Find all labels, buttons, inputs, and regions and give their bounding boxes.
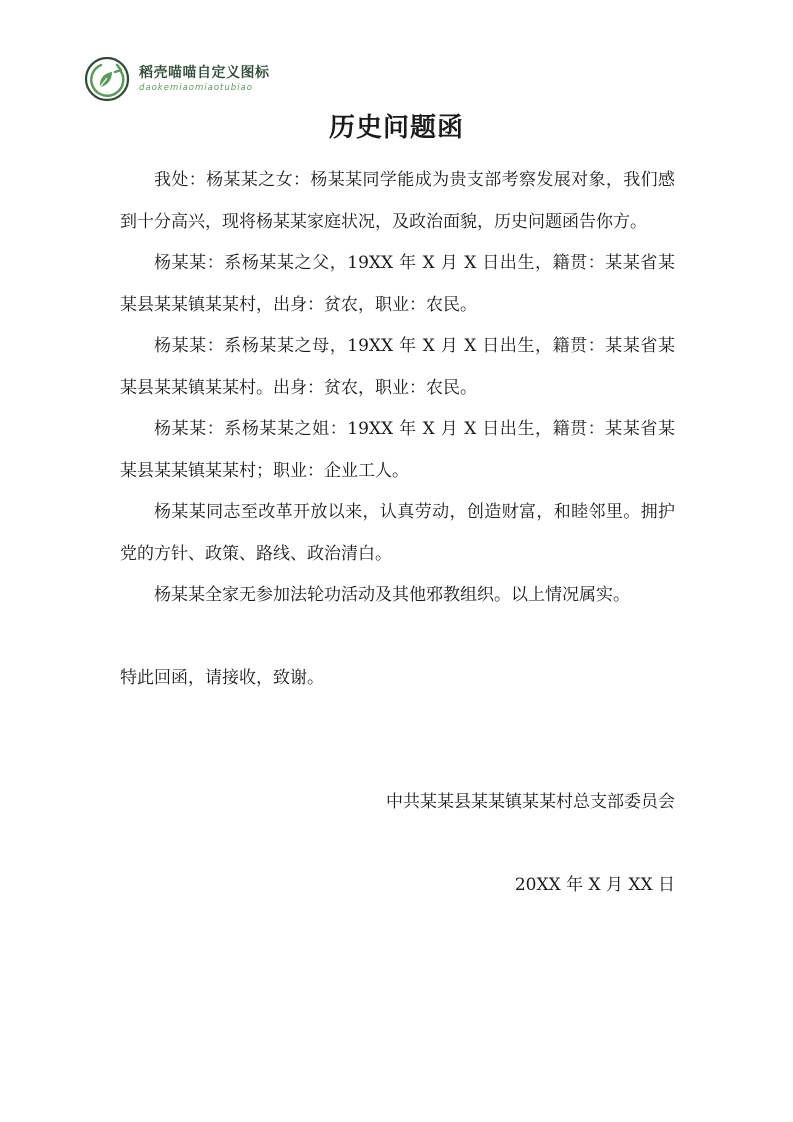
paragraph-mother: 杨某某：系杨某某之母，19XX 年 X 月 X 日出生，籍贯：某某省某某县某某镇某某村。出身：贫农，职业：农民。	[120, 336, 675, 398]
signature-organization: 中共某某县某某镇某某村总支部委员会	[386, 792, 675, 812]
paragraph-father: 杨某某：系杨某某之父，19XX 年 X 月 X 日出生，籍贯：某某省某某县某某镇某某村，出身：贫农，职业：农民。	[120, 253, 675, 315]
document-title: 历史问题函	[328, 113, 464, 143]
signature-date: 20XX 年 X 月 XX 日	[514, 875, 675, 895]
leaf-logo-icon	[83, 55, 131, 103]
logo-name: 稻壳喵喵自定义图标	[139, 65, 270, 81]
paragraph-statement: 杨某某全家无参加法轮功活动及其他邪教组织。以上情况属实。	[154, 585, 630, 605]
paragraph-conduct: 杨某某同志至改革开放以来，认真劳动，创造财富，和睦邻里。拥护党的方针、政策、路线、政治清白。	[120, 502, 675, 564]
document-body	[120, 160, 675, 700]
logo	[83, 55, 270, 103]
paragraph-sister: 杨某某：系杨某某之姐：19XX 年 X 月 X 日出生，籍贯：某某省某某县某某镇某某村；职业：企业工人。	[120, 419, 675, 481]
spacer	[120, 617, 675, 659]
closing-line: 特此回函，请接收，致谢。	[120, 668, 324, 688]
logo-pinyin: daokemiaomiaotubiao	[139, 83, 253, 93]
paragraph-intro: 我处：杨某某之女：杨某某同学能成为贵支部考察发展对象，我们感到十分高兴，现将杨某某家庭状况，及政治面貌，历史问题函告你方。	[120, 170, 675, 232]
